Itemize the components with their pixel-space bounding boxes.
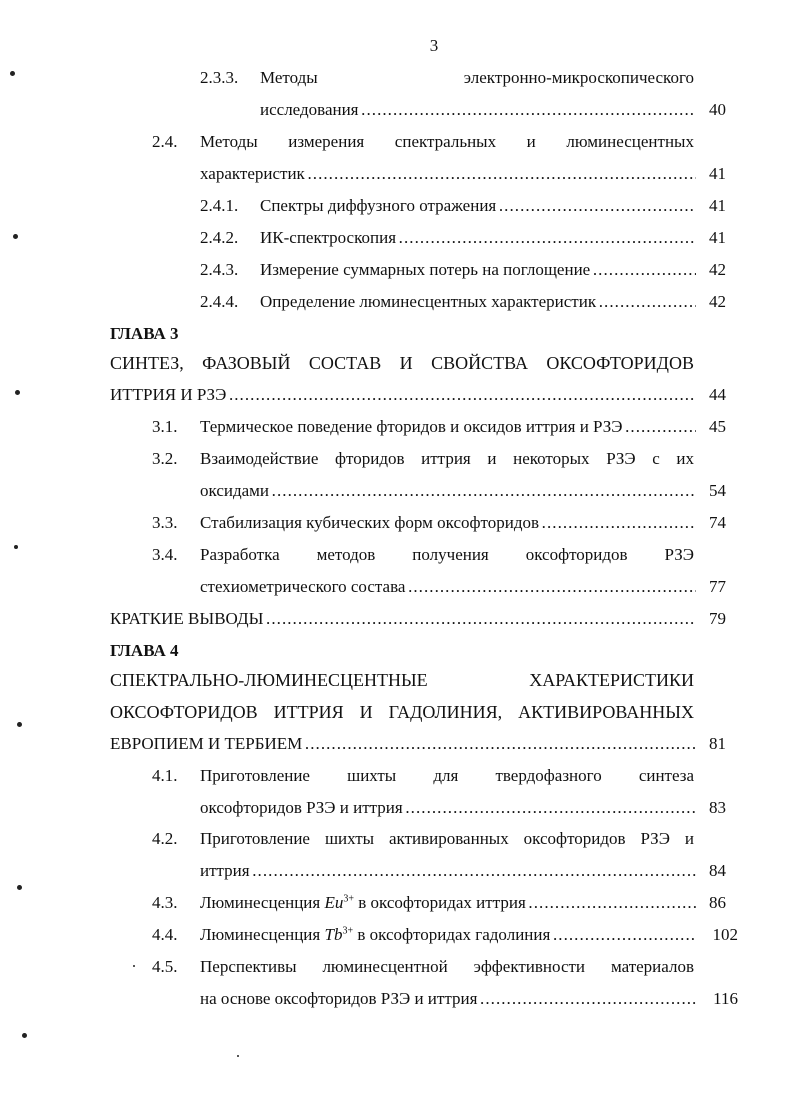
toc-page-chapter-4: 81: [709, 734, 726, 753]
toc-word: оксофторидов: [523, 829, 626, 848]
toc-page-3-2: 54: [709, 481, 726, 500]
toc-word: АКТИВИРОВАННЫХ: [518, 702, 694, 722]
toc-word: эффективности: [473, 957, 586, 976]
toc-entry-2-4-1: Спектры диффузного отражения . . .: [260, 196, 696, 216]
toc-word: и: [684, 829, 694, 848]
toc-number-3-3: 3.3.: [152, 513, 178, 532]
page-number: 3: [429, 36, 439, 55]
toc-word: твердофазного: [495, 766, 602, 785]
toc-number-4-2: 4.2.: [152, 829, 178, 848]
ion-charge: 3+: [342, 925, 354, 937]
toc-number-2-3-3: 2.3.3.: [200, 68, 239, 87]
toc-word: РЗЭ: [640, 829, 670, 848]
toc-entry-4-1-line1: [200, 766, 694, 786]
toc-word: ОКСОФТОРИДОВ: [546, 353, 694, 373]
toc-entry-summary: КРАТКИЕ ВЫВОДЫ . . .: [110, 609, 696, 629]
toc-number-2-4: 2.4.: [152, 132, 178, 151]
toc-number-2-4-1: 2.4.1.: [200, 196, 239, 215]
toc-entry-2-4-2: ИК-спектроскопия . . .: [260, 228, 696, 248]
toc-word: некоторых: [513, 449, 590, 468]
toc-word: активированных: [389, 829, 509, 848]
scan-speck: [17, 722, 22, 727]
toc-entry-4-4: [200, 925, 696, 945]
toc-word: получения: [412, 545, 489, 564]
toc-word: И: [399, 353, 413, 373]
scan-speck: [133, 965, 135, 967]
toc-number-4-4: 4.4.: [152, 925, 178, 944]
toc-page-2-4-3: 42: [709, 260, 726, 279]
toc-word: И: [359, 702, 373, 722]
toc-entry-2-4-4: Определение люминесцентных характеристик . . .: [260, 292, 696, 312]
toc-entry-2-4-line2: характеристик . . .: [200, 164, 696, 184]
toc-word: ИТТРИЯ: [273, 702, 344, 722]
toc-word: фторидов: [335, 449, 405, 468]
toc-page-4-4: 102: [712, 925, 738, 944]
toc-entry-4-5-line1: [200, 957, 694, 977]
toc-entry-2-3-3-line1: [260, 68, 694, 88]
toc-word: Перспективы: [200, 957, 297, 976]
chapter-4-title-line2: [110, 702, 694, 723]
toc-page-3-4: 77: [709, 577, 726, 596]
toc-entry-3-3: Стабилизация кубических форм оксофторидов . . .: [200, 513, 696, 533]
toc-word: материалов: [610, 957, 694, 976]
toc-word: Методы: [200, 132, 258, 151]
toc-number-2-4-3: 2.4.3.: [200, 260, 239, 279]
toc-word: ОКСОФТОРИДОВ: [110, 702, 258, 722]
ion-symbol: Eu: [324, 893, 344, 912]
toc-text: в оксофторидах гадолиния: [353, 925, 551, 944]
toc-entry-4-3: [200, 893, 696, 913]
toc-word: шихты: [324, 829, 375, 848]
scan-speck: [22, 1033, 27, 1038]
toc-word: оксофторидов: [525, 545, 628, 564]
toc-word: РЗЭ: [664, 545, 694, 564]
chapter-3-heading: ГЛАВА 3: [110, 324, 179, 343]
toc-entry-2-4-line1: [200, 132, 694, 152]
toc-number-3-2: 3.2.: [152, 449, 178, 468]
scan-speck: [10, 71, 15, 76]
toc-word: электронно-микроскопического: [463, 68, 694, 87]
toc-word: СВОЙСТВА: [431, 353, 528, 373]
toc-word: РЗЭ: [606, 449, 636, 468]
toc-text: Люминесценция: [200, 925, 325, 944]
toc-entry-3-4-line2: стехиометрического состава . . .: [200, 577, 696, 597]
toc-number-4-5: 4.5.: [152, 957, 178, 976]
ion-symbol: Tb: [324, 925, 343, 944]
toc-word: ХАРАКТЕРИСТИКИ: [529, 670, 694, 690]
chapter-4-heading: ГЛАВА 4: [110, 641, 179, 660]
toc-word: люминесцентной: [322, 957, 448, 976]
toc-word: синтеза: [638, 766, 694, 785]
chapter-4-title-line1: [110, 670, 694, 691]
chapter-3-title-line2: ИТТРИЯ И РЗЭ . . .: [110, 385, 696, 405]
toc-page-4-1: 83: [709, 798, 726, 817]
toc-word: люминесцентных: [566, 132, 694, 151]
toc-text: Люминесценция: [200, 893, 325, 912]
toc-word: Приготовление: [200, 829, 310, 848]
scan-speck: [14, 545, 18, 549]
toc-word: измерения: [288, 132, 365, 151]
toc-entry-4-2-line2: иттрия . . .: [200, 861, 696, 881]
toc-page-2-4-1: 41: [709, 196, 726, 215]
toc-word: ФАЗОВЫЙ: [202, 353, 291, 373]
scan-speck: [17, 885, 22, 890]
toc-page-2-3-3: 40: [709, 100, 726, 119]
toc-word: и: [487, 449, 497, 468]
toc-page-4-5: 116: [713, 989, 738, 1008]
toc-word: СОСТАВ: [308, 353, 382, 373]
toc-entry-3-1: Термическое поведение фторидов и оксидов иттрия и РЗЭ . . .: [200, 417, 696, 437]
toc-word: иттрия: [421, 449, 471, 468]
toc-entry-4-2-line1: [200, 829, 694, 849]
toc-entry-4-5-line2: на основе оксофторидов РЗЭ и иттрия . . .: [200, 989, 696, 1009]
toc-word: Методы: [260, 68, 318, 87]
toc-entry-3-2-line1: [200, 449, 694, 469]
ion-charge: 3+: [343, 893, 355, 905]
toc-number-4-1: 4.1.: [152, 766, 178, 785]
toc-text: в оксофторидах иттрия: [354, 893, 526, 912]
chapter-4-title-line3: ЕВРОПИЕМ И ТЕРБИЕМ . . .: [110, 734, 696, 754]
scan-speck: [237, 1055, 239, 1057]
toc-page-chapter-3: 44: [709, 385, 726, 404]
toc-word: СИНТЕЗ,: [110, 353, 184, 373]
toc-number-2-4-2: 2.4.2.: [200, 228, 239, 247]
scan-speck: [15, 390, 20, 395]
toc-word: СПЕКТРАЛЬНО-ЛЮМИНЕСЦЕНТНЫЕ: [110, 670, 428, 690]
toc-page-4-2: 84: [709, 861, 726, 880]
toc-entry-2-4-3: Измерение суммарных потерь на поглощение . . .: [260, 260, 696, 280]
toc-entry-4-1-line2: оксофторидов РЗЭ и иттрия . . .: [200, 798, 696, 818]
toc-word: для: [433, 766, 459, 785]
toc-page-3-3: 74: [709, 513, 726, 532]
toc-entry-3-4-line1: [200, 545, 694, 565]
toc-page-2-4-4: 42: [709, 292, 726, 311]
toc-word: Разработка: [200, 545, 280, 564]
scan-speck: [13, 234, 18, 239]
toc-page-2-4-2: 41: [709, 228, 726, 247]
toc-page-3-1: 45: [709, 417, 726, 436]
toc-word: их: [676, 449, 694, 468]
toc-number-3-1: 3.1.: [152, 417, 178, 436]
toc-page-summary: 79: [709, 609, 726, 628]
chapter-3-title-line1: [110, 353, 694, 374]
toc-word: ГАДОЛИНИЯ,: [388, 702, 503, 722]
toc-entry-3-2-line2: оксидами . . .: [200, 481, 696, 501]
toc-word: методов: [316, 545, 376, 564]
toc-entry-2-3-3-line2: исследования . . .: [260, 100, 696, 120]
toc-word: и: [526, 132, 536, 151]
toc-word: Приготовление: [200, 766, 310, 785]
toc-number-4-3: 4.3.: [152, 893, 178, 912]
toc-word: с: [652, 449, 660, 468]
toc-page-2-4: 41: [709, 164, 726, 183]
toc-word: шихты: [347, 766, 397, 785]
toc-page-4-3: 86: [709, 893, 726, 912]
toc-word: спектральных: [394, 132, 497, 151]
toc-number-3-4: 3.4.: [152, 545, 178, 564]
toc-word: Взаимодействие: [200, 449, 319, 468]
toc-number-2-4-4: 2.4.4.: [200, 292, 239, 311]
